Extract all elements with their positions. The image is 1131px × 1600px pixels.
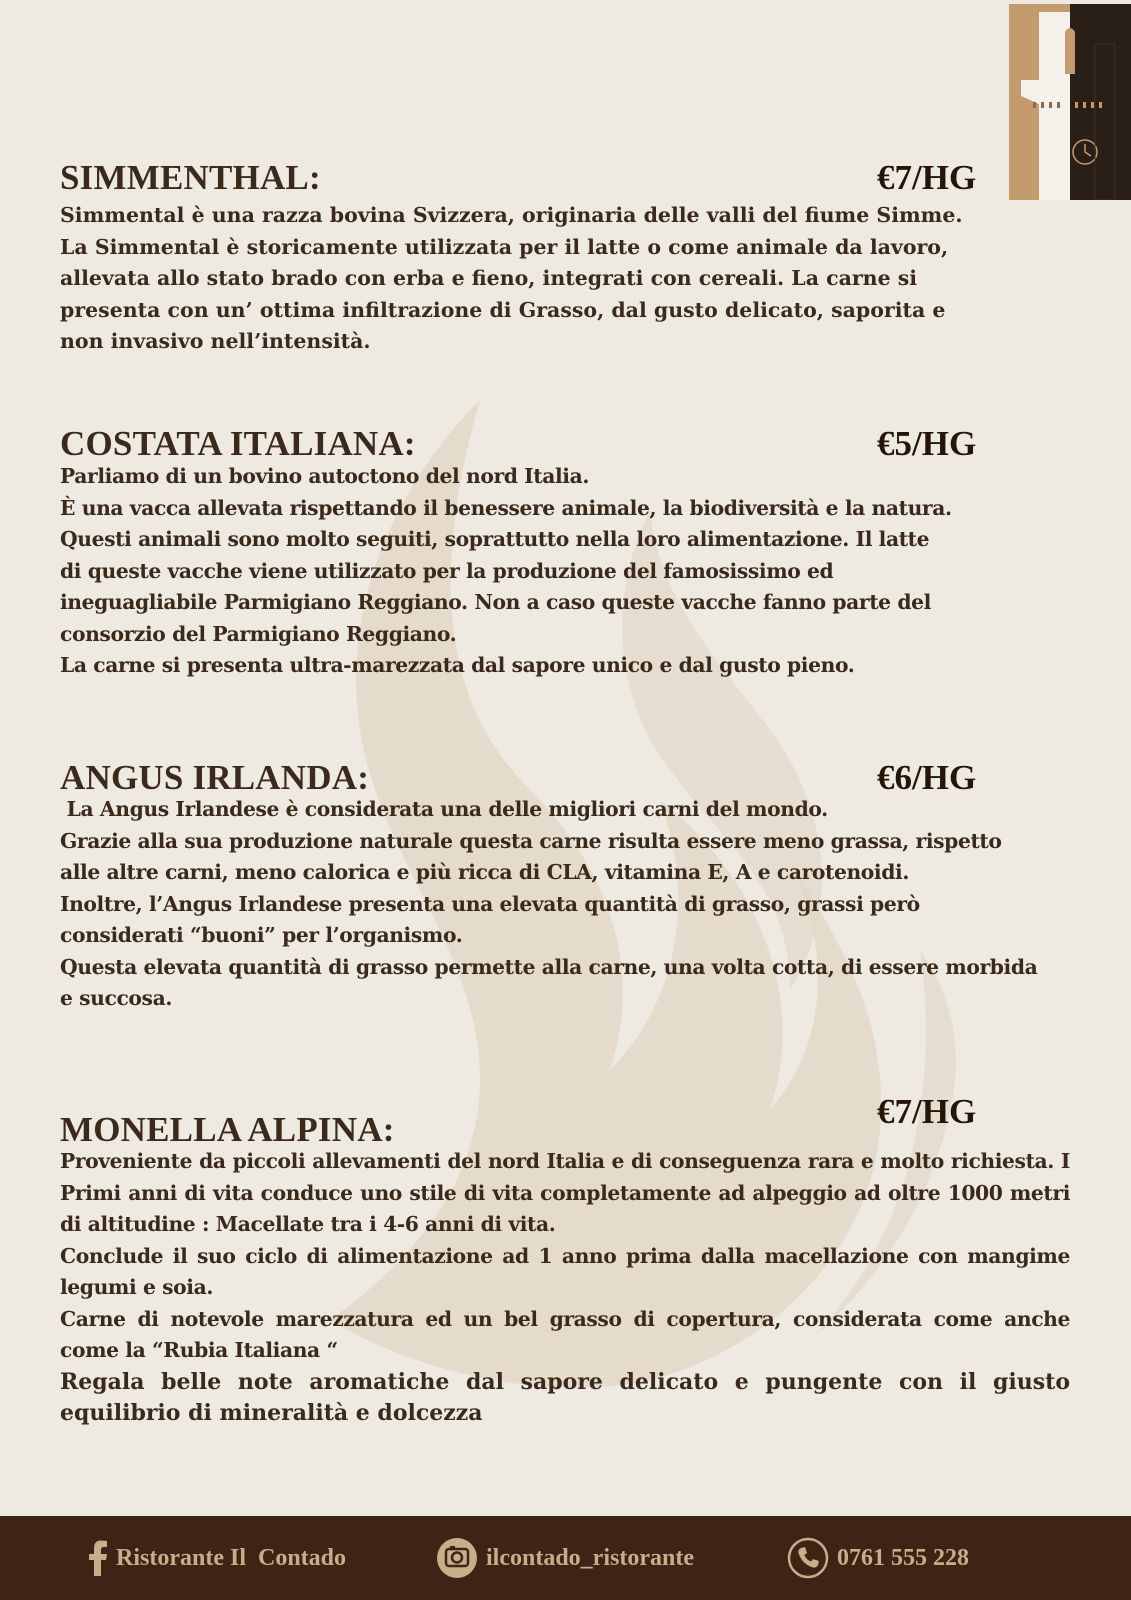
desc-line: ineguagliabile Parmigiano Reggiano. Non a caso queste vacche fanno parte del [60, 590, 931, 614]
desc-line: Simmental è una razza bovina Svizzera, originaria delle valli del fiume Simme. [60, 203, 963, 227]
item-description [60, 200, 1070, 358]
desc-line: Questi animali sono molto seguiti, soprattutto nella loro alimentazione. Il latte [60, 527, 930, 551]
item-price: €7/HG [877, 158, 977, 197]
desc-line: allevata allo stato brado con erba e fieno, integrati con cereali. La carne si [60, 266, 918, 290]
desc-line: consorzio del Parmigiano Reggiano. [60, 621, 457, 646]
desc-line: La carne si presenta ultra-marezzata dal sapore unico e dal gusto pieno. [60, 653, 855, 677]
desc-paragraph: Carne di notevole marezzatura ed un bel grasso di copertura, considerata come anche come la “Rubia Italiana “ [60, 1306, 1070, 1362]
desc-line: non invasivo nell’intensità. [60, 329, 371, 353]
desc-line: Grazie alla sua produzione naturale questa carne risulta essere meno grassa, rispetto [60, 828, 1002, 853]
item-price: €5/HG [877, 424, 977, 463]
castle-tower-icon [1009, 4, 1131, 200]
desc-line: di queste vacche viene utilizzato per la produzione del famosissimo ed [60, 558, 834, 583]
phone-icon [787, 1537, 829, 1579]
desc-line: presenta con un’ ottima infiltrazione di Grasso, dal gusto delicato, saporita e [60, 297, 946, 322]
desc-paragraph: Regala belle note aromatiche dal sapore delicato e pungente con il giusto equilibrio di mineralità e dolcezza [60, 1368, 1070, 1426]
item-description [60, 1146, 1070, 1430]
desc-line: È una vacca allevata rispettando il benessere animale, la biodiversità e la natura. [60, 495, 952, 520]
phone-label: 0761 555 228 [837, 1544, 969, 1571]
menu-item-monella-alpina [60, 1092, 1070, 1430]
item-title: SIMMENTHAL: [60, 158, 321, 197]
desc-line: e succosa. [60, 986, 172, 1010]
instagram-icon [436, 1537, 478, 1579]
facebook-label: Ristorante Il Contado [116, 1544, 347, 1571]
menu-item-simmenthal [60, 158, 1070, 358]
item-price: €7/HG [877, 1092, 977, 1131]
desc-line: La Angus Irlandese è considerata una delle migliori carni del mondo. [60, 797, 828, 821]
footer-phone-link[interactable] [787, 1516, 969, 1600]
desc-line: Parliamo di un bovino autoctono del nord Italia. [60, 464, 589, 488]
desc-line: La Simmental è storicamente utilizzata per il latte o come animale da lavoro, [60, 234, 949, 259]
desc-line: alle altre carni, meno calorica e più ricca di CLA, vitamina E, A e carotenoidi. [60, 860, 909, 884]
item-description [60, 461, 1070, 682]
item-price: €6/HG [877, 758, 977, 797]
instagram-label: ilcontado_ristorante [486, 1544, 694, 1571]
item-description [60, 794, 1070, 1015]
desc-line: Questa elevata quantità di grasso permette alla carne, una volta cotta, di essere morbida [60, 954, 1038, 979]
menu-item-costata-italiana [60, 424, 1070, 682]
item-title: ANGUS IRLANDA: [60, 758, 370, 797]
footer-instagram-link[interactable] [436, 1516, 694, 1600]
desc-paragraph: Proveniente da piccoli allevamenti del nord Italia e di conseguenza rara e molto richiesta. I Primi anni di vita conduce uno stile di vita completamente ad alpeggio ad oltre 1000 metri di altitudine : Macellate tra i 4-6 anni di vita. [60, 1149, 1070, 1236]
facebook-icon [88, 1540, 108, 1576]
menu-item-angus-irlanda [60, 758, 1070, 1015]
footer-bar [0, 1516, 1131, 1600]
desc-paragraph: Conclude il suo ciclo di alimentazione ad 1 anno prima dalla macellazione con mangime legumi e soia. [60, 1243, 1070, 1299]
item-title: MONELLA ALPINA: [60, 1110, 395, 1149]
desc-line: considerati “buoni” per l’organismo. [60, 923, 463, 947]
item-title: COSTATA ITALIANA: [60, 424, 416, 463]
desc-line: Inoltre, l’Angus Irlandese presenta una elevata quantità di grasso, grassi però [60, 891, 920, 916]
footer-facebook-link[interactable] [88, 1516, 346, 1600]
